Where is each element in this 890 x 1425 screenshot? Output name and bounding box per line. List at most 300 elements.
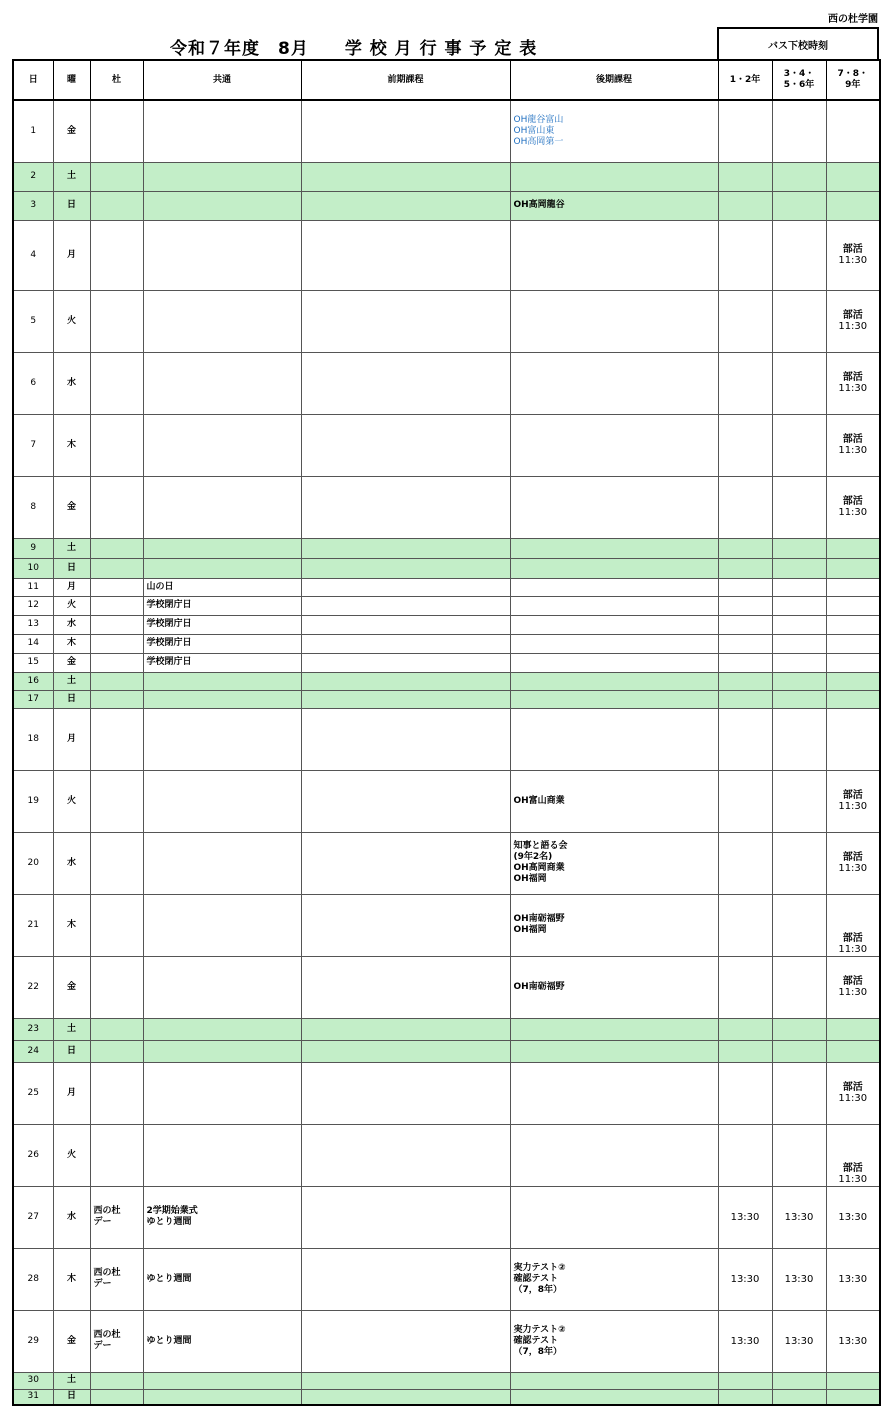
bus-789-cell: [826, 1389, 880, 1405]
bus-12-cell: [718, 290, 772, 352]
bus-3456-cell: [772, 220, 826, 290]
mori-cell: [90, 708, 143, 770]
day-cell: 25: [13, 1062, 53, 1124]
late-course-cell: [510, 162, 718, 191]
table-row: [13, 558, 880, 578]
bus-3456-cell: [772, 100, 826, 162]
table-row: [13, 414, 880, 476]
mori-cell: 西の杜 デー: [90, 1248, 143, 1310]
bus-789-cell: [826, 1124, 880, 1186]
bus-3456-cell: [772, 634, 826, 653]
common-event-cell: 2学期始業式 ゆとり週間: [143, 1186, 301, 1248]
table-row: [13, 1389, 880, 1405]
club-time: 11:30: [838, 1173, 868, 1185]
common-event-cell: 山の日: [143, 578, 301, 596]
bus-789-cell: [826, 100, 880, 162]
dow-cell: 月: [53, 1062, 90, 1124]
bus-789-cell: [826, 770, 880, 832]
bus-12-cell: [718, 708, 772, 770]
late-course-cell: [510, 653, 718, 672]
club-label: 部活: [842, 372, 863, 383]
common-event-cell: [143, 290, 301, 352]
common-event-cell: [143, 690, 301, 708]
mori-cell: [90, 653, 143, 672]
late-course-cell: [510, 1018, 718, 1040]
early-course-cell: [301, 1018, 510, 1040]
dow-cell: 月: [53, 220, 90, 290]
common-event-cell: [143, 894, 301, 956]
table-row: [13, 191, 880, 220]
dow-cell: 火: [53, 1124, 90, 1186]
table-row: [13, 220, 880, 290]
early-course-cell: [301, 538, 510, 558]
early-course-cell: [301, 1124, 510, 1186]
mori-cell: [90, 538, 143, 558]
early-course-cell: [301, 220, 510, 290]
bus-789-cell: [826, 220, 880, 290]
common-event-cell: [143, 832, 301, 894]
bus-12-cell: [718, 1040, 772, 1062]
day-cell: 29: [13, 1310, 53, 1372]
bus-12-cell: [718, 832, 772, 894]
table-row: [13, 476, 880, 538]
bus-3456-cell: 13:30: [772, 1186, 826, 1248]
early-course-cell: [301, 596, 510, 615]
bus-3456-cell: [772, 832, 826, 894]
common-event-cell: [143, 956, 301, 1018]
dow-cell: 火: [53, 290, 90, 352]
club-label: 部活: [842, 310, 863, 321]
header-early-course: 前期課程: [301, 60, 510, 100]
day-cell: 2: [13, 162, 53, 191]
bus-3456-cell: [772, 1372, 826, 1389]
early-course-cell: [301, 1040, 510, 1062]
bus-12-cell: [718, 1062, 772, 1124]
bus-3456-cell: [772, 414, 826, 476]
dow-cell: 金: [53, 653, 90, 672]
dow-cell: 金: [53, 476, 90, 538]
day-cell: 4: [13, 220, 53, 290]
mori-cell: [90, 290, 143, 352]
late-course-cell: [510, 1062, 718, 1124]
mori-cell: [90, 956, 143, 1018]
club-time: 11:30: [838, 255, 868, 266]
early-course-cell: [301, 1372, 510, 1389]
mori-cell: [90, 162, 143, 191]
day-cell: 18: [13, 708, 53, 770]
bus-789-cell: 13:30: [826, 1186, 880, 1248]
bus-3456-cell: [772, 956, 826, 1018]
bus-12-cell: [718, 653, 772, 672]
bus-12-cell: [718, 414, 772, 476]
bus-3456-cell: [772, 558, 826, 578]
bus-3456-cell: [772, 352, 826, 414]
day-cell: 12: [13, 596, 53, 615]
bus-789-cell: [826, 558, 880, 578]
early-course-cell: [301, 894, 510, 956]
mori-cell: [90, 100, 143, 162]
club-time: 11:30: [838, 321, 868, 332]
mori-cell: [90, 1124, 143, 1186]
bus-789-cell: [826, 956, 880, 1018]
dow-cell: 日: [53, 1389, 90, 1405]
late-course-cell: OH南砺福野 OH福岡: [510, 894, 718, 956]
table-row: [13, 672, 880, 690]
bus-3456-cell: [772, 708, 826, 770]
mori-cell: [90, 894, 143, 956]
early-course-cell: [301, 578, 510, 596]
day-cell: 6: [13, 352, 53, 414]
bus-789-cell: [826, 1040, 880, 1062]
table-header-row: [13, 60, 880, 100]
bus-789-cell: [826, 191, 880, 220]
mori-cell: [90, 615, 143, 634]
bus-12-cell: [718, 634, 772, 653]
mori-cell: 西の杜 デー: [90, 1310, 143, 1372]
late-course-cell: [510, 414, 718, 476]
bus-789-cell: 13:30: [826, 1310, 880, 1372]
early-course-cell: [301, 558, 510, 578]
bus-3456-cell: [772, 770, 826, 832]
bus-789-cell: [826, 1018, 880, 1040]
dow-cell: 日: [53, 191, 90, 220]
mori-cell: [90, 672, 143, 690]
bus-12-cell: [718, 672, 772, 690]
bus-12-cell: [718, 1372, 772, 1389]
dow-cell: 水: [53, 352, 90, 414]
bus-3456-cell: 13:30: [772, 1310, 826, 1372]
bus-12-cell: [718, 956, 772, 1018]
bus-12-cell: [718, 476, 772, 538]
bus-789-cell: [826, 690, 880, 708]
header-late-course: 後期課程: [510, 60, 718, 100]
mori-cell: [90, 770, 143, 832]
bus-12-cell: [718, 538, 772, 558]
mori-cell: [90, 1040, 143, 1062]
common-event-cell: [143, 1062, 301, 1124]
common-event-cell: 学校閉庁日: [143, 634, 301, 653]
bus-3456-cell: [772, 672, 826, 690]
dow-cell: 金: [53, 100, 90, 162]
bus-789-cell: 13:30: [826, 1248, 880, 1310]
early-course-cell: [301, 1389, 510, 1405]
early-course-cell: [301, 653, 510, 672]
day-cell: 1: [13, 100, 53, 162]
early-course-cell: [301, 634, 510, 653]
dow-cell: 土: [53, 1372, 90, 1389]
early-course-cell: [301, 672, 510, 690]
day-cell: 22: [13, 956, 53, 1018]
late-course-cell: [510, 1389, 718, 1405]
day-cell: 20: [13, 832, 53, 894]
common-event-cell: [143, 770, 301, 832]
late-course-cell: [510, 220, 718, 290]
table-row: [13, 1372, 880, 1389]
dow-cell: 水: [53, 832, 90, 894]
early-course-cell: [301, 770, 510, 832]
day-cell: 28: [13, 1248, 53, 1310]
dow-cell: 木: [53, 1248, 90, 1310]
early-course-cell: [301, 1186, 510, 1248]
day-cell: 5: [13, 290, 53, 352]
bus-789-cell: [826, 290, 880, 352]
early-course-cell: [301, 832, 510, 894]
day-cell: 31: [13, 1389, 53, 1405]
early-course-cell: [301, 956, 510, 1018]
bus-789-cell: [826, 414, 880, 476]
day-cell: 16: [13, 672, 53, 690]
common-event-cell: [143, 414, 301, 476]
bus-12-cell: 13:30: [718, 1248, 772, 1310]
common-event-cell: ゆとり週間: [143, 1248, 301, 1310]
day-cell: 17: [13, 690, 53, 708]
header-bus-789: 7・8・ 9年: [826, 60, 880, 100]
table-row: [13, 770, 880, 832]
bus-12-cell: 13:30: [718, 1310, 772, 1372]
common-event-cell: [143, 1372, 301, 1389]
page-title: 令和７年度 8月 学 校 月 行 事 予 定 表: [170, 39, 538, 59]
club-label: 部活: [842, 496, 863, 507]
dow-cell: 月: [53, 578, 90, 596]
club-label: 部活: [842, 1082, 863, 1093]
early-course-cell: [301, 615, 510, 634]
bus-789-cell: [826, 596, 880, 615]
table-row: [13, 1310, 880, 1372]
common-event-cell: [143, 352, 301, 414]
early-course-cell: [301, 1248, 510, 1310]
bus-789-cell: [826, 538, 880, 558]
club-time: 11:30: [838, 1093, 868, 1104]
table-row: [13, 1248, 880, 1310]
club-time: 11:30: [838, 943, 868, 955]
bus-12-cell: [718, 558, 772, 578]
table-row: [13, 352, 880, 414]
bus-12-cell: [718, 1124, 772, 1186]
late-course-cell: [510, 538, 718, 558]
early-course-cell: [301, 414, 510, 476]
bus-3456-cell: [772, 578, 826, 596]
table-row: [13, 894, 880, 956]
bus-789-cell: [826, 162, 880, 191]
late-course-cell: [510, 476, 718, 538]
mori-cell: [90, 1018, 143, 1040]
common-event-cell: [143, 100, 301, 162]
early-course-cell: [301, 1062, 510, 1124]
mori-cell: [90, 1062, 143, 1124]
common-event-cell: 学校閉庁日: [143, 596, 301, 615]
bus-3456-cell: [772, 1018, 826, 1040]
header-dow: 曜: [53, 60, 90, 100]
day-cell: 8: [13, 476, 53, 538]
club-label: 部活: [842, 976, 863, 987]
late-course-cell: OH高岡龍谷: [510, 191, 718, 220]
club-time: 11:30: [838, 987, 868, 998]
table-row: [13, 1062, 880, 1124]
late-course-cell: [510, 1124, 718, 1186]
dow-cell: 土: [53, 162, 90, 191]
table-row: [13, 1186, 880, 1248]
bus-12-cell: 13:30: [718, 1186, 772, 1248]
bus-12-cell: [718, 220, 772, 290]
early-course-cell: [301, 290, 510, 352]
mori-cell: 西の杜 デー: [90, 1186, 143, 1248]
day-cell: 9: [13, 538, 53, 558]
late-course-cell: OH南砺福野: [510, 956, 718, 1018]
mori-cell: [90, 1389, 143, 1405]
table-row: [13, 690, 880, 708]
mori-cell: [90, 558, 143, 578]
common-event-cell: [143, 162, 301, 191]
day-cell: 27: [13, 1186, 53, 1248]
bus-3456-cell: 13:30: [772, 1248, 826, 1310]
club-label: 部活: [842, 1162, 863, 1174]
day-cell: 13: [13, 615, 53, 634]
bus-12-cell: [718, 100, 772, 162]
bus-12-cell: [718, 1389, 772, 1405]
dow-cell: 土: [53, 1018, 90, 1040]
bus-3456-cell: [772, 162, 826, 191]
dow-cell: 土: [53, 538, 90, 558]
common-event-cell: [143, 220, 301, 290]
late-course-cell: OH龍谷富山 OH富山東 OH高岡第一: [510, 100, 718, 162]
schedule-table: [12, 59, 881, 1406]
early-course-cell: [301, 100, 510, 162]
bus-12-cell: [718, 1018, 772, 1040]
table-row: [13, 100, 880, 162]
bus-12-cell: [718, 596, 772, 615]
dow-cell: 火: [53, 596, 90, 615]
early-course-cell: [301, 1310, 510, 1372]
early-course-cell: [301, 191, 510, 220]
table-row: [13, 1040, 880, 1062]
header-mori: 杜: [90, 60, 143, 100]
bus-3456-cell: [772, 191, 826, 220]
dow-cell: 金: [53, 1310, 90, 1372]
late-course-cell: 実力テスト② 確認テスト （7，8年）: [510, 1310, 718, 1372]
bus-3456-cell: [772, 1040, 826, 1062]
bus-789-cell: [826, 1062, 880, 1124]
late-course-cell: [510, 290, 718, 352]
day-cell: 23: [13, 1018, 53, 1040]
bus-789-cell: [826, 634, 880, 653]
bus-3456-cell: [772, 1062, 826, 1124]
late-course-cell: [510, 634, 718, 653]
dow-cell: 水: [53, 1186, 90, 1248]
common-event-cell: [143, 1389, 301, 1405]
day-cell: 24: [13, 1040, 53, 1062]
mori-cell: [90, 414, 143, 476]
bus-789-cell: [826, 653, 880, 672]
dow-cell: 日: [53, 690, 90, 708]
dow-cell: 土: [53, 672, 90, 690]
bus-3456-cell: [772, 476, 826, 538]
late-course-cell: [510, 672, 718, 690]
mori-cell: [90, 690, 143, 708]
early-course-cell: [301, 162, 510, 191]
table-row: [13, 708, 880, 770]
common-event-cell: 学校閉庁日: [143, 653, 301, 672]
bus-3456-cell: [772, 615, 826, 634]
bus-789-cell: [826, 1372, 880, 1389]
day-cell: 7: [13, 414, 53, 476]
early-course-cell: [301, 708, 510, 770]
bus-3456-cell: [772, 690, 826, 708]
mori-cell: [90, 352, 143, 414]
common-event-cell: 学校閉庁日: [143, 615, 301, 634]
header-bus-3456: 3・4・ 5・6年: [772, 60, 826, 100]
day-cell: 15: [13, 653, 53, 672]
bus-3456-cell: [772, 290, 826, 352]
table-row: [13, 1124, 880, 1186]
mori-cell: [90, 1372, 143, 1389]
table-row: [13, 653, 880, 672]
dow-cell: 日: [53, 558, 90, 578]
bus-3456-cell: [772, 1124, 826, 1186]
school-name: 西の杜学園: [828, 14, 878, 25]
common-event-cell: [143, 558, 301, 578]
dow-cell: 木: [53, 894, 90, 956]
early-course-cell: [301, 476, 510, 538]
club-time: 11:30: [838, 863, 868, 874]
dow-cell: 日: [53, 1040, 90, 1062]
bus-789-cell: [826, 672, 880, 690]
mori-cell: [90, 220, 143, 290]
bus-12-cell: [718, 352, 772, 414]
table-row: [13, 578, 880, 596]
late-course-cell: [510, 558, 718, 578]
mori-cell: [90, 191, 143, 220]
bus-789-cell: [826, 476, 880, 538]
mori-cell: [90, 596, 143, 615]
late-course-cell: [510, 578, 718, 596]
mori-cell: [90, 476, 143, 538]
table-row: [13, 956, 880, 1018]
late-course-cell: [510, 1186, 718, 1248]
club-label: 部活: [842, 244, 863, 255]
bus-3456-cell: [772, 538, 826, 558]
common-event-cell: [143, 1018, 301, 1040]
dow-cell: 木: [53, 414, 90, 476]
late-course-cell: 実力テスト② 確認テスト （7，8年）: [510, 1248, 718, 1310]
club-time: 11:30: [838, 383, 868, 394]
club-time: 11:30: [838, 445, 868, 456]
common-event-cell: [143, 1040, 301, 1062]
late-course-cell: OH富山商業: [510, 770, 718, 832]
day-cell: 30: [13, 1372, 53, 1389]
bus-12-cell: [718, 615, 772, 634]
club-label: 部活: [842, 434, 863, 445]
table-row: [13, 538, 880, 558]
bus-3456-cell: [772, 653, 826, 672]
table-row: [13, 290, 880, 352]
table-row: [13, 634, 880, 653]
early-course-cell: [301, 690, 510, 708]
late-course-cell: [510, 1040, 718, 1062]
day-cell: 11: [13, 578, 53, 596]
table-row: [13, 1018, 880, 1040]
dow-cell: 火: [53, 770, 90, 832]
header-common: 共通: [143, 60, 301, 100]
day-cell: 19: [13, 770, 53, 832]
table-row: [13, 596, 880, 615]
bus-time-header: バス下校時刻: [717, 27, 879, 59]
table-row: [13, 832, 880, 894]
mori-cell: [90, 832, 143, 894]
early-course-cell: [301, 352, 510, 414]
mori-cell: [90, 634, 143, 653]
dow-cell: 水: [53, 615, 90, 634]
table-row: [13, 615, 880, 634]
